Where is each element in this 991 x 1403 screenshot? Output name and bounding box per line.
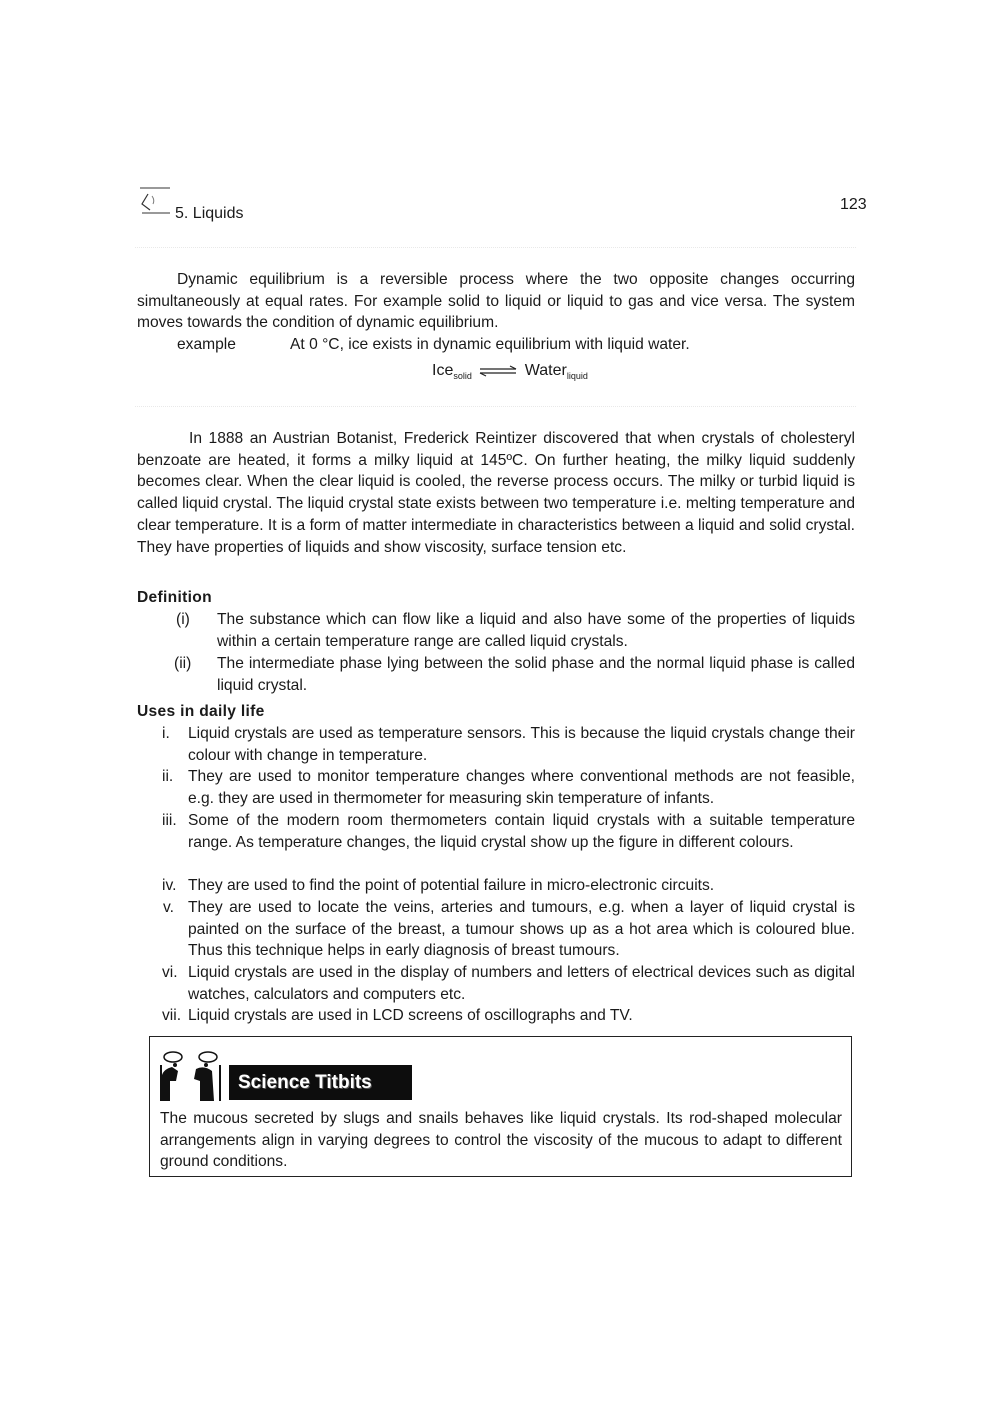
page-number: 123 [840, 196, 867, 213]
uses-heading: Uses in daily life [137, 703, 265, 720]
equilibrium-arrow-icon [478, 365, 518, 377]
example-label: example [177, 336, 236, 353]
science-titbits-text: The mucous secreted by slugs and snails behaves like liquid crystals. Its rod-shaped molecular arrangements align in varying degrees to control the viscosity of the mucous to adapt to different ground conditions. [160, 1110, 842, 1170]
chapter-title: 5. Liquids [175, 205, 244, 222]
science-titbits-title: Science Titbits [229, 1065, 412, 1100]
equation-left: Ice [432, 362, 454, 379]
pen-icon [138, 186, 172, 214]
dynamic-equilibrium-paragraph: Dynamic equilibrium is a reversible process where the two opposite changes occurring simultaneously at equal rates. For example solid to liquid or liquid to gas and vice versa. The system moves towards the condition of dynamic equilibrium. [137, 271, 855, 332]
equation-right-sub: liquid [566, 371, 588, 382]
thinking-people-icon [160, 1051, 222, 1101]
example-text: At 0 °C, ice exists in dynamic equilibrium with liquid water. [290, 336, 690, 353]
equation-right: Water [524, 362, 567, 379]
faded-heading-line [135, 247, 856, 262]
equilibrium-equation [432, 362, 588, 381]
liquid-crystals-paragraph: In 1888 an Austrian Botanist, Frederick Reintizer discovered that when crystals of cholesteryl benzoate are heated, it forms a milky liquid at 145ºC. On further heating, the milky liquid suddenly becomes clear. When the clear liquid is cooled, the reverse process occurs. The milky or turbid liquid is called liquid crystal. The liquid crystal state exists between two temperature i.e. melting temperature and clear temperature. It is a form of matter intermediate in characteristics between a liquid and solid crystal. They have properties of liquids and show viscosity, surface tension etc. [137, 430, 855, 556]
definition-heading: Definition [137, 589, 212, 606]
faded-heading-line [135, 406, 856, 421]
equation-left-sub: solid [453, 371, 472, 382]
